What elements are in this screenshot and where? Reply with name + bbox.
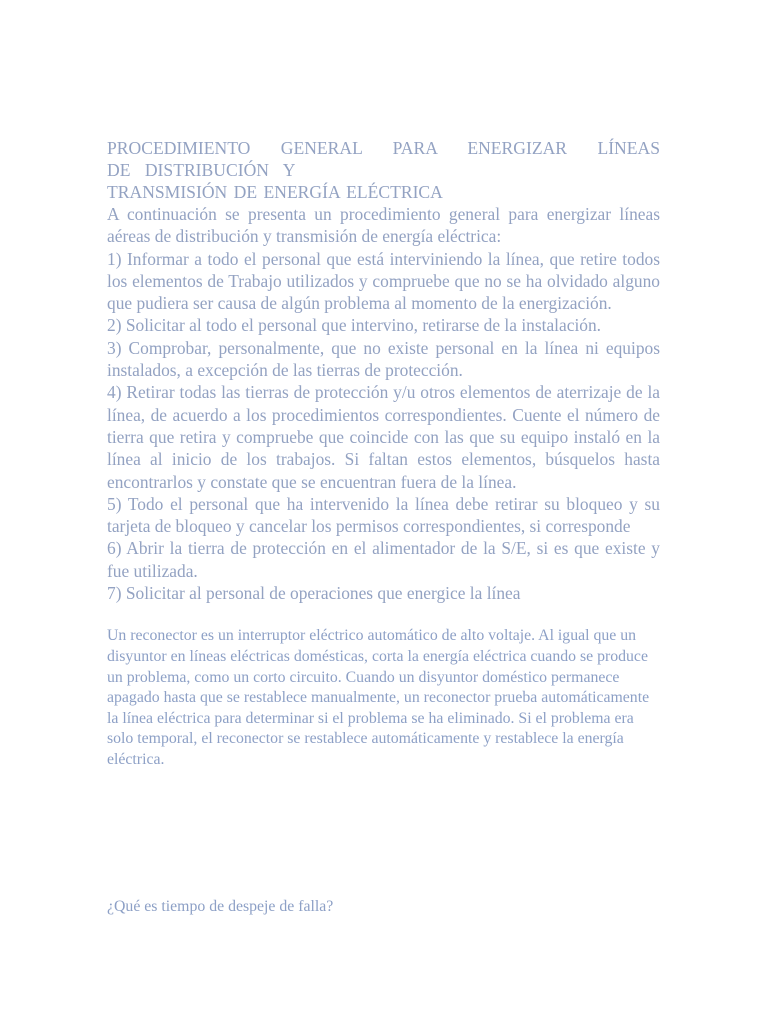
reconectador-paragraph: Un reconector es un interruptor eléctrico automático de alto voltaje. Al igual que un disyuntor en líneas eléctricas domésticas, corta la energía eléctrica cuando se produce un problema, como un corto circuito. Cuando un disyuntor doméstico permanece apagado hasta que se restablece manualmente, un reconector prueba automáticamente la línea eléctrica para determinar si el problema se ha eliminado. Si el problema era solo temporal, el reconector se restablece automáticamente y restablece la energía eléctrica.: [107, 627, 650, 768]
step-5: 5) Todo el personal que ha intervenido la línea debe retirar su bloqueo y su tarjeta de bloqueo y cancelar los permisos correspondientes, si corresponde: [107, 493, 660, 537]
title-line-2: DE DISTRIBUCIÓN Y: [107, 160, 296, 180]
step-2: 2) Solicitar al todo el personal que intervino, retirarse de la instalación.: [107, 315, 602, 336]
title-line-3: TRANSMISIÓN DE ENERGÍA ELÉCTRICA: [107, 182, 443, 202]
procedure-body: [107, 203, 660, 604]
document-page: [107, 137, 660, 771]
step-6: 6) Abrir la tierra de protección en el alimentador de la S/E, si es que existe y fue utilizada.: [107, 538, 660, 581]
title-line-1: PROCEDIMIENTO GENERAL PARA ENERGIZAR LÍNEAS: [107, 138, 660, 158]
step-4: 4) Retirar todas las tierras de protección y/u otros elementos de aterrizaje de la línea, de acuerdo a los procedimientos correspondientes. Cuente el número de tierra que retira y compruebe que coincide con las que su equipo instaló en la línea al inicio de los trabajos. Si faltan estos elementos, búsquelos hasta encontrarlos y constate que se encuentran fuera de la línea.: [107, 382, 660, 492]
question-heading: ¿Qué es tiempo de despeje de falla?: [107, 898, 334, 915]
step-3: 3) Comprobar, personalmente, que no existe personal en la línea ni equipos instalados, a excepción de las tierras de protección.: [107, 337, 660, 381]
intro-paragraph: A continuación se presenta un procedimiento general para energizar líneas aéreas de distribución y transmisión de energía eléctrica:: [107, 204, 660, 247]
step-7: 7) Solicitar al personal de operaciones que energice la línea: [107, 583, 521, 604]
step-1: 1) Informar a todo el personal que está interviniendo la línea, que retire todos los elementos de Trabajo utilizados y compruebe que no se ha olvidado alguno que pudiera ser causa de algún problema al momento de la energización.: [107, 248, 660, 314]
reconectador-section: [107, 626, 660, 770]
